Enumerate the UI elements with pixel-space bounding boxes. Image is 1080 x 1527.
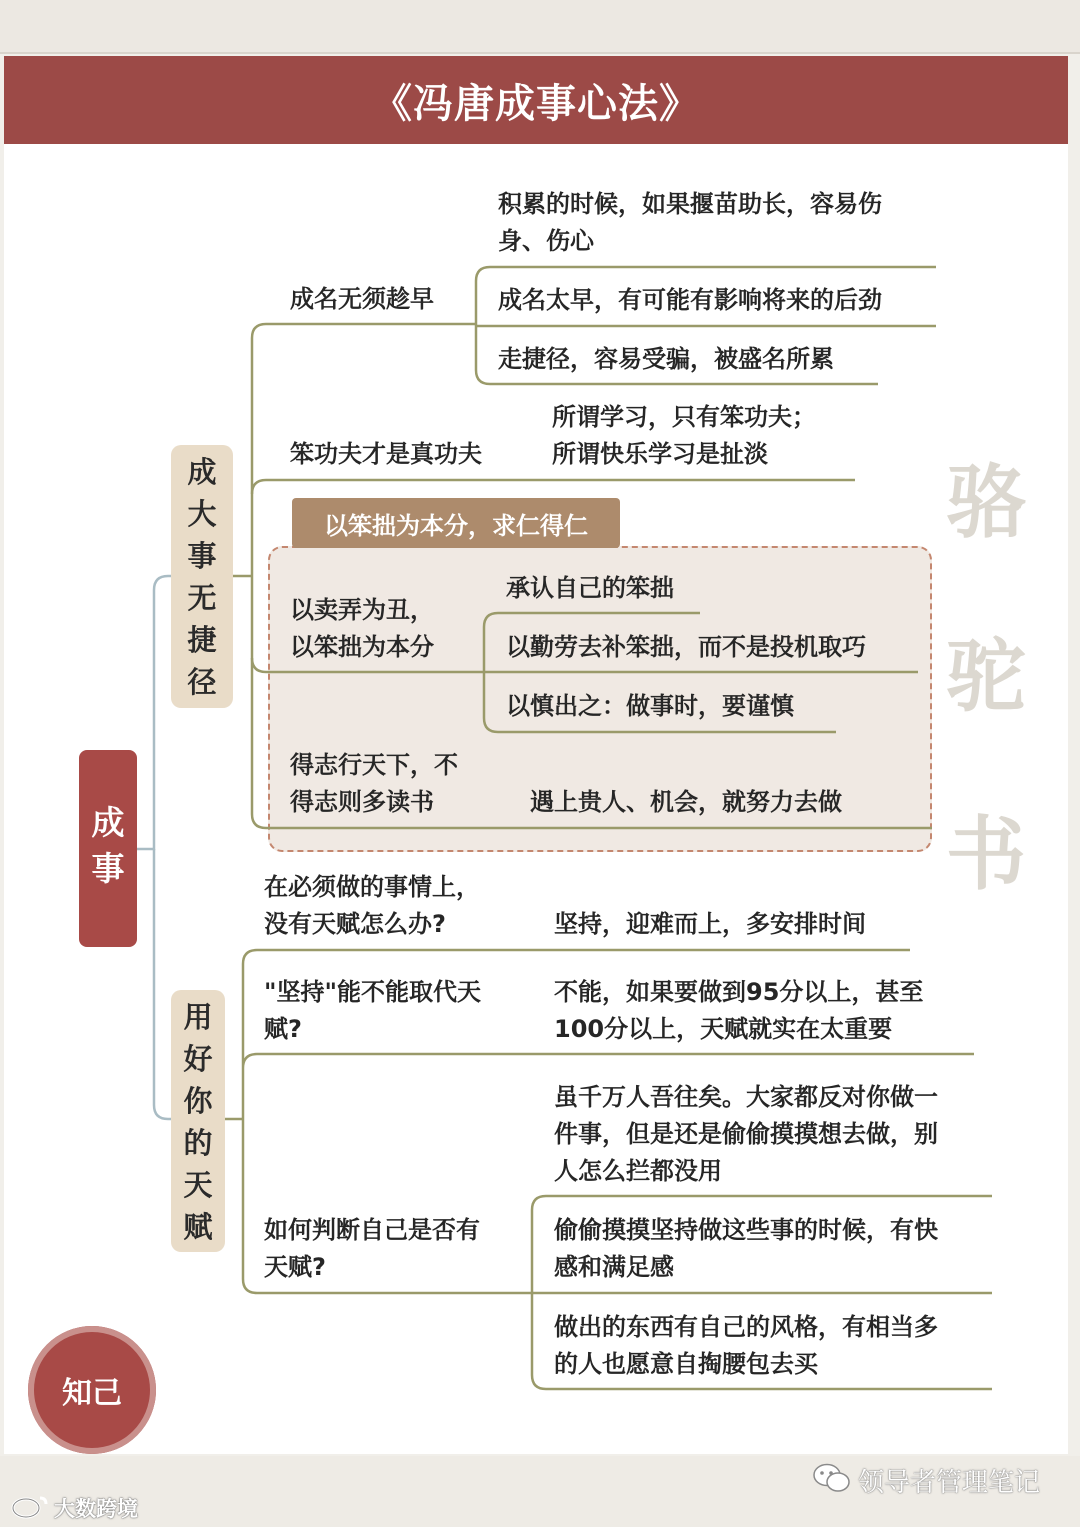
branch-b1-char: 无 [187,581,217,615]
node-wisdom: 得志行天下，不 得志则多读书 [290,751,458,816]
branch-b1-char: 径 [187,665,217,699]
watermark-char-2: 驼 [946,629,1026,723]
branch-b1-char: 事 [187,539,217,573]
branch-b1-char: 捷 [187,623,217,657]
node-clumsy-child-3: 以慎出之：做事时，要谨慎 [506,692,794,720]
node-early-child-1: 积累的时候，如果揠苗助长，容易伤 身、伤心 [498,190,882,255]
node-no-talent: 在必须做的事情上， 没有天赋怎么办? [264,873,480,938]
wechat-icon [812,1462,852,1494]
node-no-talent-child: 坚持，迎难而上，多安排时间 [554,910,866,938]
node-early-fame: 成名无须趁早 [290,285,434,313]
node-clumsy: 以卖弄为丑， 以笨拙为本分 [290,596,434,661]
node-hard-work-child: 所谓学习，只有笨功夫； 所谓快乐学习是扯淡 [552,403,816,468]
branch-b1-char: 大 [187,497,217,531]
branch-b2-char: 天 [183,1168,213,1202]
footer-source-name: 大数跨境 [54,1497,138,1521]
branch-b2-char: 的 [183,1126,213,1160]
node-early-child-2: 成名太早，有可能有影响将来的后劲 [498,286,882,314]
node-persist: "坚持"能不能取代天 赋? [264,978,482,1043]
page-title: 《冯唐成事心法》 [4,56,1068,144]
node-judge-child-3: 做出的东西有自己的风格，有相当多 的人也愿意自掏腰包去买 [554,1313,938,1378]
root-to-b1-connector [137,576,171,849]
weibo-icon [10,1492,52,1520]
root-to-b2-connector [154,849,171,1119]
b1-hard-underline [252,480,855,494]
footer-account-name: 领导者管理笔记 [858,1468,1041,1498]
watermark-char-1: 骆 [946,455,1026,549]
node-wisdom-child: 遇上贵人、机会，就努力去做 [530,788,842,816]
branch-b2-char: 赋 [183,1210,213,1244]
node-early-child-3: 走捷径，容易受骗，被盛名所累 [498,345,834,373]
node-clumsy-child-1: 承认自己的笨拙 [506,574,674,602]
node-hard-work: 笨功夫才是真功夫 [290,440,482,468]
root-char-2: 事 [91,849,125,888]
watermark-char-3: 书 [946,807,1026,901]
branch-node-b2 [171,990,225,1252]
seal-stamp: 知己 [28,1326,156,1454]
branch-b2-char: 你 [183,1084,213,1118]
branch-b2-char: 好 [183,1042,213,1076]
node-persist-child: 不能，如果要做到95分以上，甚至 100分以上，天赋就实在太重要 [554,978,924,1043]
node-clumsy-child-2: 以勤劳去补笨拙，而不是投机取巧 [506,633,866,661]
group-tag-label: 以笨拙为本分，求仁得仁 [292,498,620,548]
node-judge-talent: 如何判断自己是否有 天赋? [264,1216,480,1281]
branch-node-b1 [171,445,233,708]
node-judge-child-1: 虽千万人吾往矣。大家都反对你做一 件事，但是还是偷偷摸摸想去做，别 人怎么拦都没用 [554,1083,938,1185]
branch-b2-char: 用 [183,1000,213,1034]
branch-b1-char: 成 [187,455,217,489]
root-char-1: 成 [91,803,125,842]
node-judge-child-2: 偷偷摸摸坚持做这些事的时候，有快 感和满足感 [554,1216,938,1281]
root-node [79,750,137,947]
